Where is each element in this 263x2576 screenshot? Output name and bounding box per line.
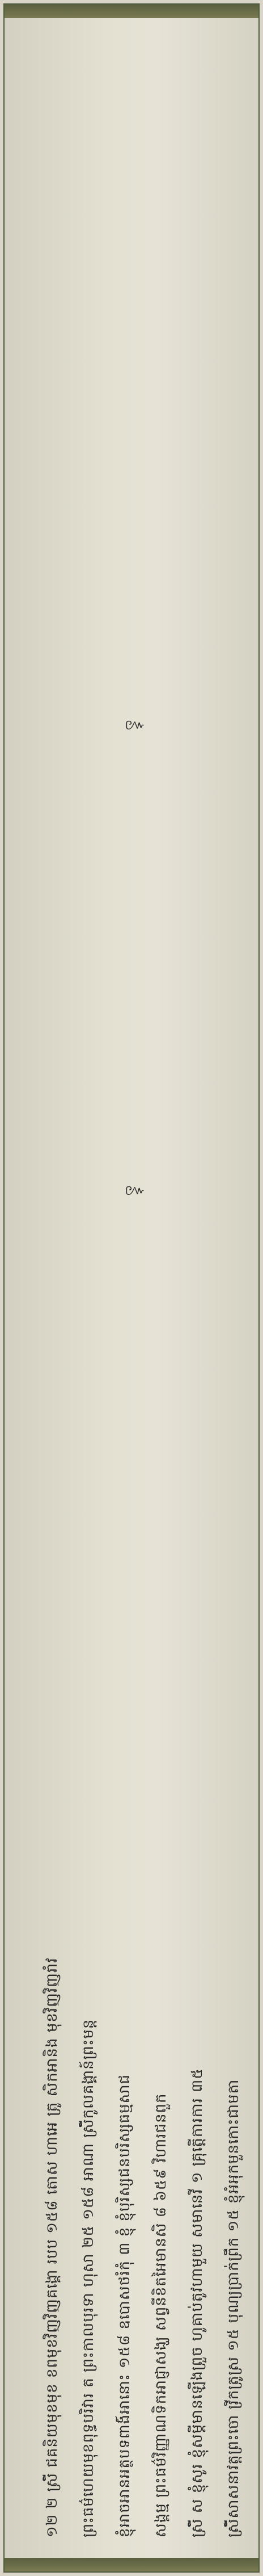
section-mark-1: ៚ [125,1182,146,1199]
leaf-bottom-edge [5,2558,258,2571]
text-line-5: ស្រី៍ ស ខ្ញុំសូរ ខ្ញុំសម្តីមានឡើងព្រួច ហូគាប់តូវហាមួយ សមានេវី ១ គ្រុត្តើការការ ៣៥ [189,2068,206,2537]
text-line-6: ស្រី៍សាសនាវត្តព្រះចោ វ្រីកត្រូស្រ ១៥ បុណ្យប្រាក់ព្រឹក ១៥ ខ្ញុំអំអុកមួនកោះជាមតា [225,2079,242,2537]
text-line-2: ព្រះធម៌ហេយមុខពុទ្ធបរិវារ ត ព្រះកាលបុរទា ហុសា ២៥ ១៥៨ អាណា ស្រី៍កូលគង្គាន៍ព្រះមន្ត [80,2019,97,2537]
text-line-1: ១២ ២ ស្រី៍ ជគនិយមុខមុខ ខពមុខវិញវិញគង្គោ របប ១៥៨ តោស ហាអេ ត្រូ សិកអានិង មុខវិញវិញរាំវ [44,1957,61,2537]
leaf-top-edge [5,5,258,18]
text-line-3: ខ្ញុំអាចអានអត្ថបទពាង៍អានោះ ១៥៨ ឧបោសថរំកុំ ៣ ខ្ញុំ ខ្ញុំបុរិស្សជនបរិស្សធម្មសាជ [116,2074,133,2537]
text-line-4: សង្គម្ម ព្រះធម៌វិញ្ញាណទិកអាជ្ញាសង្ឃ សព្វនីខិតអៃមានសិ ៨ ៦៥៩ វិហារជនពួក [152,2093,169,2537]
section-mark-2: ៚ [125,716,146,733]
